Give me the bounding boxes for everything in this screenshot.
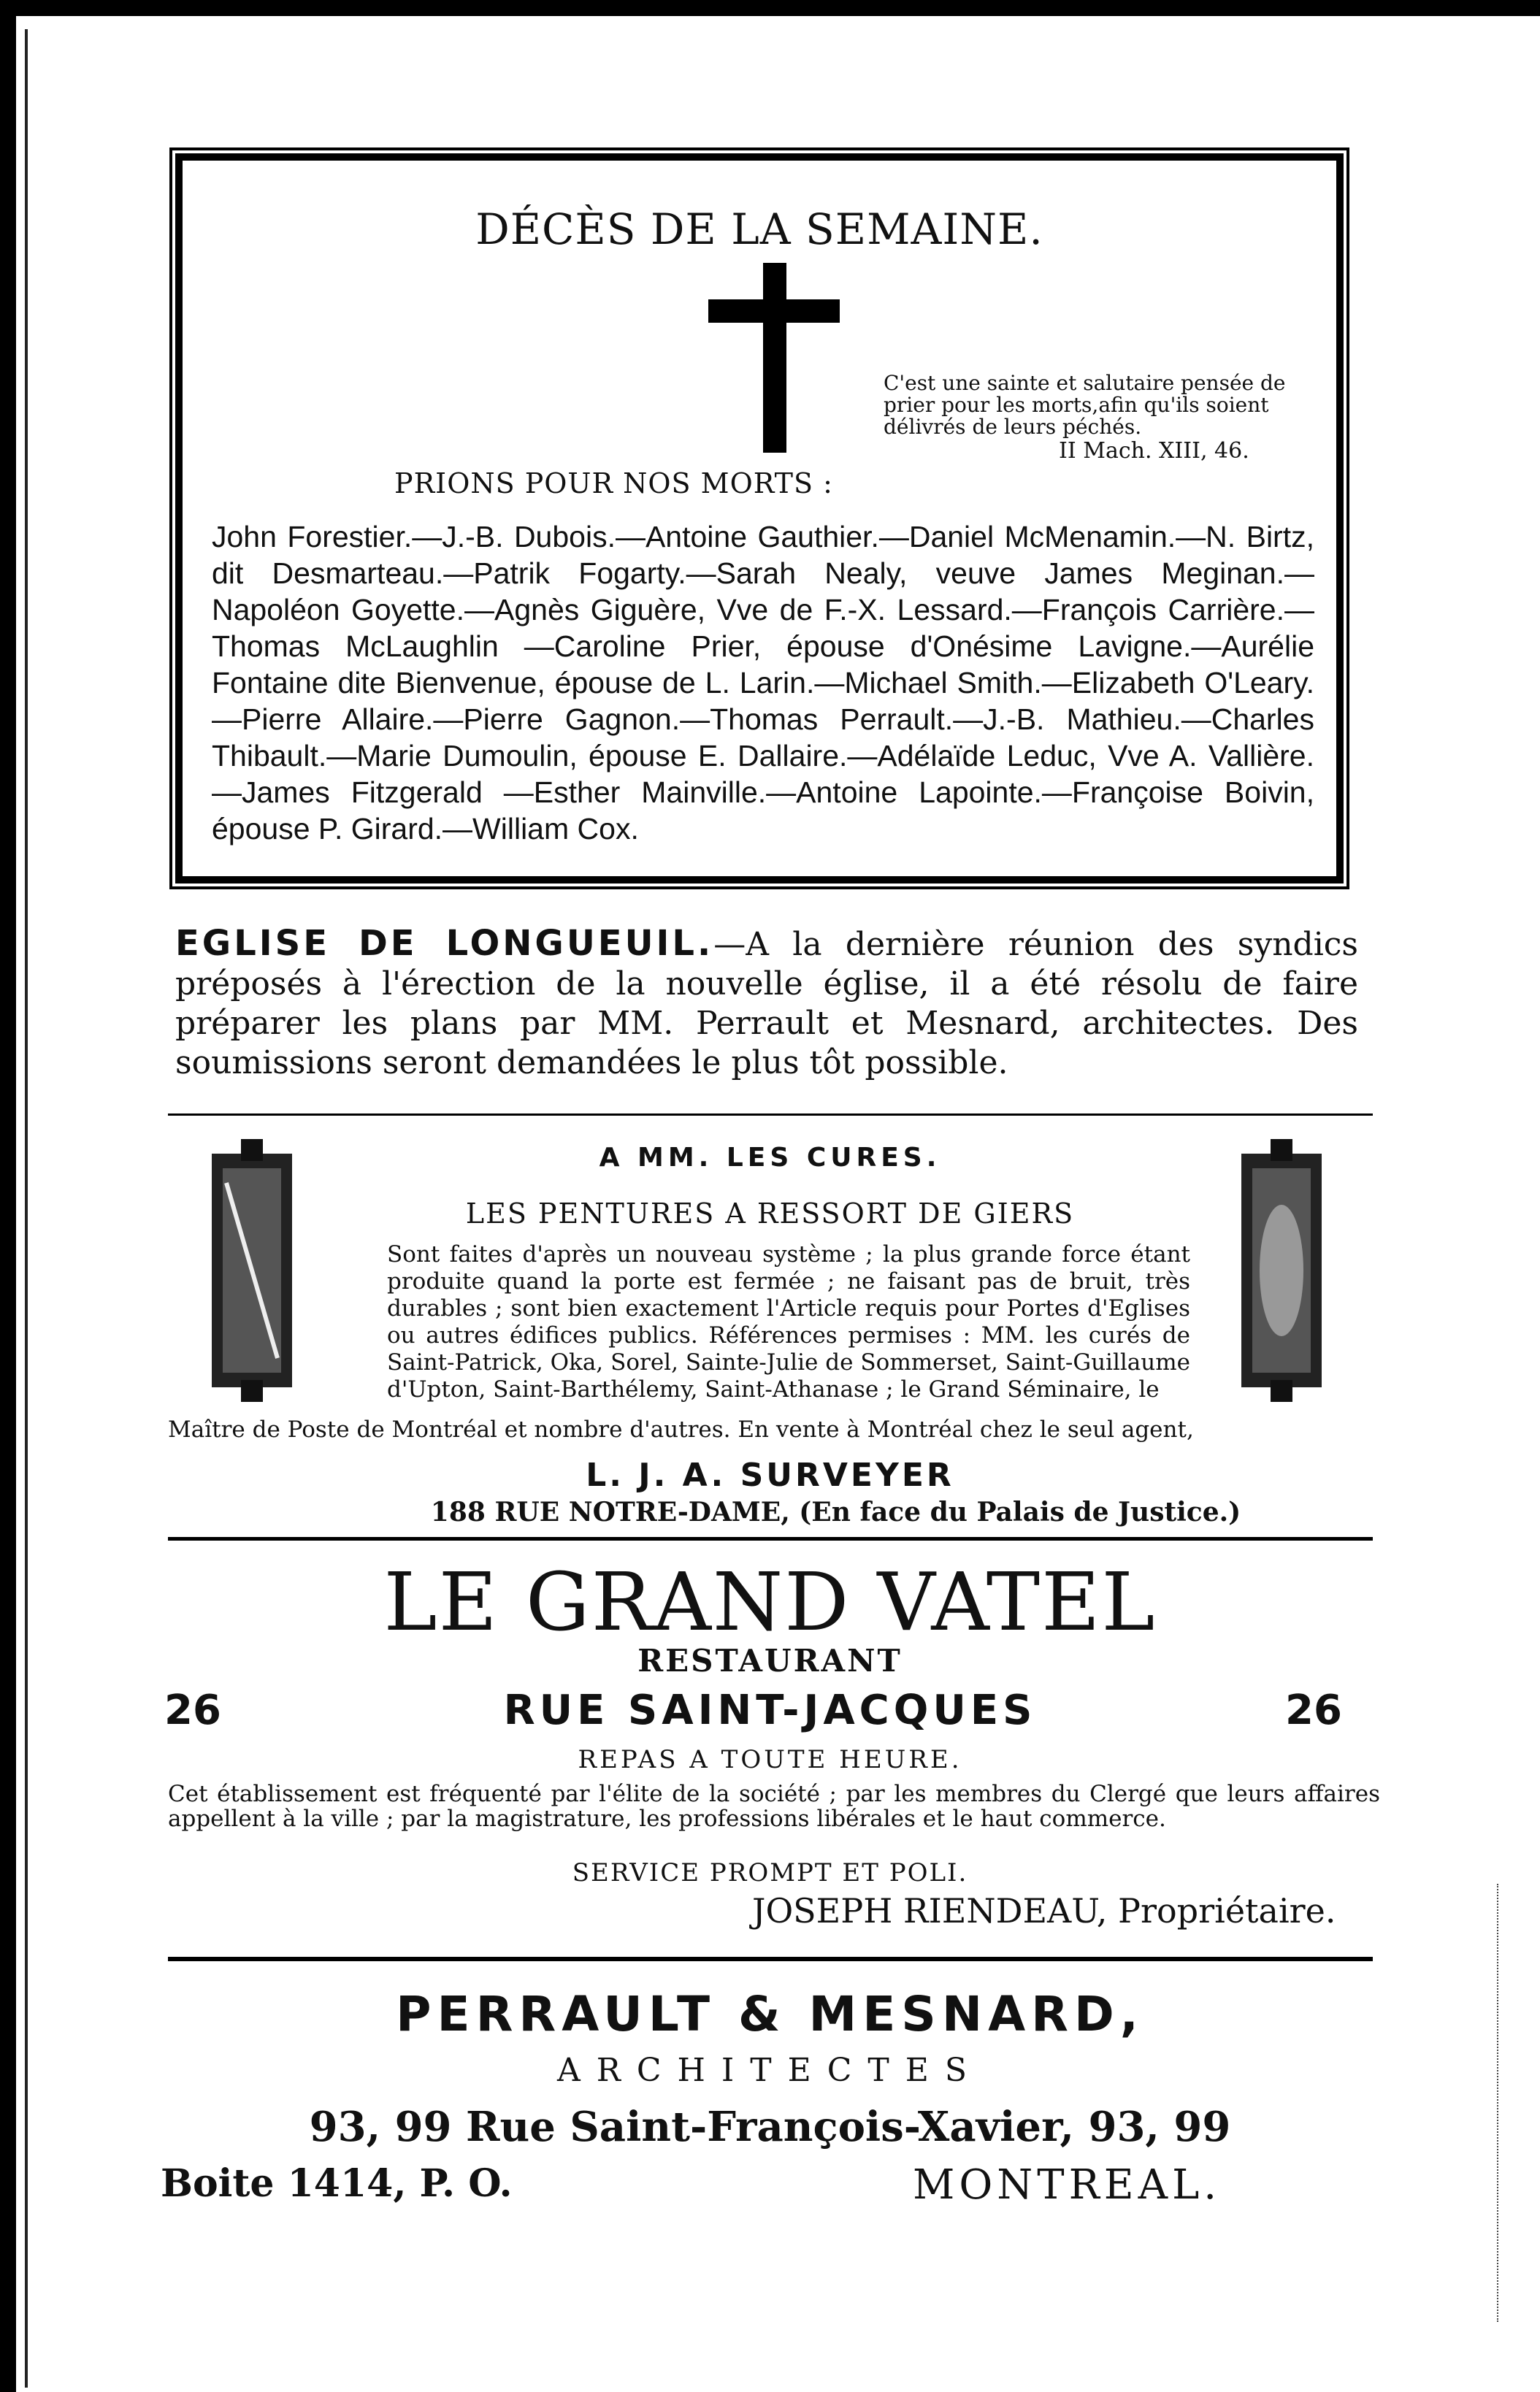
- vatel-restaurant: RESTAURANT: [637, 1643, 903, 1679]
- eglise-text: —A la dernière réunion des syndics préposés à l'érection de la nouvelle église, il a été résolu de faire préparer les plans par MM. Perrault et Mesnard, architectes. Des soumissions seront demandées le plus tôt possible.: [175, 926, 1358, 1081]
- hinge-illustration-left: [197, 1139, 307, 1402]
- hinge-illustration-right: [1227, 1139, 1336, 1402]
- cross-icon-bar: [708, 299, 840, 323]
- scripture-quote: C'est une sainte et salutaire pensée de prier pour les morts,afin qu'ils soient délivrés de leurs péchés.: [884, 371, 1286, 439]
- pm-boite: Boite 1414, P. O.: [161, 2161, 513, 2206]
- cures-ad-subtitle: LES PENTURES A RESSORT DE GIERS: [465, 1197, 1075, 1230]
- vatel-proprietor: JOSEPH RIENDEAU, Propriétaire.: [752, 1891, 1336, 1931]
- pm-address: 93, 99 Rue Saint-François-Xavier, 93, 99: [309, 2103, 1231, 2151]
- section-rule: [168, 1957, 1373, 1961]
- section-rule: [168, 1537, 1373, 1541]
- vatel-number-left: 26: [164, 1687, 221, 1734]
- top-border: [0, 0, 1540, 16]
- deaths-title: DÉCÈS DE LA SEMAINE.: [475, 204, 1043, 254]
- cures-ad-body: Sont faites d'après un nouveau système ; la plus grande force étant produite quand la porte est fermée ; ne faisant pas de bruit, très durables ; sont bien exactement l'Article requis pour Portes d'Eglises ou autres édifices publics. Références permises : MM. les curés de Saint-Patrick, Oka, Sorel, Sainte-Julie de Sommerset, Saint-Guillaume d'Upton, Saint-Barthélemy, Saint-Athanase ; le Grand Séminaire, le: [387, 1241, 1190, 1403]
- vatel-body: Cet établissement est fréquenté par l'élite de la société ; par les membres du Clergé que leurs affaires appellent à la ville ; par la magistrature, les professions libérales et le haut commerce.: [168, 1781, 1380, 1832]
- agent-address: 188 RUE NOTRE-DAME, (En face du Palais de Justice.): [430, 1497, 1241, 1527]
- section-rule: [168, 1113, 1373, 1116]
- cross-icon: [763, 263, 786, 453]
- prayer-heading: PRIONS POUR NOS MORTS :: [394, 467, 833, 499]
- cures-ad-tail: Maître de Poste de Montréal et nombre d'autres. En vente à Montréal chez le seul agent,: [168, 1417, 1194, 1443]
- deaths-notice-box: [175, 153, 1344, 883]
- vatel-service: SERVICE PROMPT ET POLI.: [572, 1858, 968, 1887]
- deaths-list: John Forestier.—J.-B. Dubois.—Antoine Gauthier.—Daniel McMenamin.—N. Birtz, dit Desmarteau.—Patrik Fogarty.—Sarah Nealy, veuve James Meginan.—Napoléon Goyette.—Agnès Giguère, Vve de F.-X. Lessard.—François Carrière.—Thomas McLaughlin —Caroline Prier, épouse d'Onésime Lavigne.—Aurélie Fontaine dite Bienvenue, épouse de L. Larin.—Michael Smith.—Elizabeth O'Leary.—Pierre Allaire.—Pierre Gagnon.—Thomas Perrault.—J.-B. Mathieu.—Charles Thibault.—Marie Dumoulin, épouse E. Dallaire.—Adélaïde Leduc, Vve A. Vallière.—James Fitzgerald —Esther Mainville.—Antoine Lapointe.—Françoise Boivin, épouse P. Girard.—William Cox.: [212, 520, 1314, 846]
- agent-name: L. J. A. SURVEYER: [586, 1457, 954, 1494]
- vatel-street: RUE SAINT-JACQUES: [503, 1687, 1037, 1734]
- pm-title: PERRAULT & MESNARD,: [396, 1986, 1144, 2042]
- vatel-hours: REPAS A TOUTE HEURE.: [578, 1745, 962, 1774]
- pm-city: MONTREAL.: [913, 2161, 1222, 2209]
- vatel-title: LE GRAND VATEL: [383, 1555, 1157, 1649]
- eglise-notice: [175, 924, 1358, 1083]
- vatel-number-right: 26: [1285, 1687, 1342, 1734]
- pm-architectes: ARCHITECTES: [556, 2052, 984, 2089]
- eglise-title: EGLISE DE LONGUEUIL.: [175, 923, 714, 964]
- scripture-reference: II Mach. XIII, 46.: [1059, 438, 1249, 464]
- cures-ad-title: A MM. LES CURES.: [599, 1143, 941, 1173]
